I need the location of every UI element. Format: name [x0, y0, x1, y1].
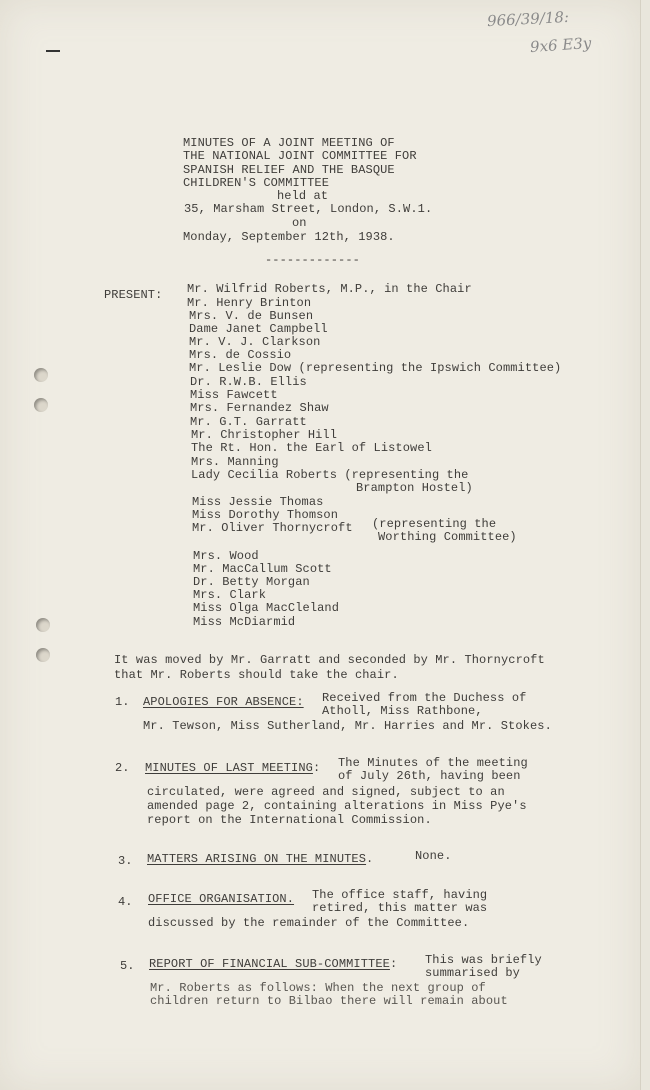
attendee: Miss Jessie Thomas: [192, 495, 324, 509]
attendee: Mrs. Manning: [191, 455, 279, 469]
item-title: APOLOGIES FOR ABSENCE:: [143, 695, 304, 709]
item-title: MINUTES OF LAST MEETING: [145, 761, 313, 775]
attendee-note: Worthing Committee): [378, 530, 517, 544]
attendee: Mrs. Fernandez Shaw: [190, 401, 329, 415]
item-title: MATTERS ARISING ON THE MINUTES: [147, 852, 367, 866]
attendee: Lady Cecilia Roberts (representing the: [191, 468, 469, 482]
motion-line: that Mr. Roberts should take the chair.: [114, 668, 399, 682]
item-text: of July 26th, having been: [338, 769, 521, 783]
margin-mark: [46, 50, 60, 52]
item-text: The Minutes of the meeting: [338, 756, 528, 770]
attendee: Mr. Wilfrid Roberts, M.P., in the Chair: [187, 282, 472, 296]
attendee: Mr. V. J. Clarkson: [189, 335, 321, 349]
attendee-note: (representing the: [372, 517, 497, 531]
on: on: [292, 216, 307, 230]
attendee: Mrs. Wood: [193, 549, 259, 563]
attendee: Mr. MacCallum Scott: [193, 562, 332, 576]
title-line: MINUTES OF A JOINT MEETING OF: [183, 136, 395, 150]
attendee-note: Brampton Hostel): [356, 481, 473, 495]
address: 35, Marsham Street, London, S.W.1.: [184, 202, 433, 216]
attendee: Mr. G.T. Garratt: [190, 415, 307, 429]
item-text: This was briefly: [425, 953, 542, 967]
item-number: 4.: [118, 895, 133, 909]
item-text: None.: [415, 849, 452, 863]
attendee: Miss Dorothy Thomson: [192, 508, 339, 522]
item-text: summarised by: [425, 966, 520, 980]
item-title: OFFICE ORGANISATION.: [148, 892, 295, 906]
meeting-date: Monday, September 12th, 1938.: [183, 230, 395, 244]
punch-hole: [34, 398, 48, 412]
item-number: 5.: [120, 959, 135, 973]
item-text: circulated, were agreed and signed, subject to an: [147, 785, 505, 799]
attendee: Dame Janet Campbell: [189, 322, 328, 336]
attendee: Miss Olga MacCleland: [193, 601, 340, 615]
item-number: 3.: [118, 854, 133, 868]
item-text: amended page 2, containing alterations in Miss Pye's: [147, 799, 527, 813]
item-text: discussed by the remainder of the Committee.: [148, 916, 470, 930]
item-text: The office staff, having: [312, 888, 488, 902]
item-title-dot: .: [366, 852, 374, 866]
attendee: Dr. R.W.B. Ellis: [190, 375, 307, 389]
item-number: 1.: [115, 695, 130, 709]
archive-reference-2: 9x6 E3y: [529, 33, 592, 57]
attendee: Mr. Christopher Hill: [191, 428, 338, 442]
attendee: Mr. Leslie Dow (representing the Ipswich Committee): [189, 361, 562, 375]
item-text: Mr. Tewson, Miss Sutherland, Mr. Harries and Mr. Stokes.: [143, 719, 552, 733]
punch-hole: [36, 618, 50, 632]
item-title-wrap: [147, 853, 373, 866]
punch-hole: [34, 368, 48, 382]
attendee: Miss McDiarmid: [193, 615, 296, 629]
held-at: held at: [277, 189, 329, 203]
title-line: CHILDREN'S COMMITTEE: [183, 176, 330, 190]
item-title: REPORT OF FINANCIAL SUB-COMMITTEE: [149, 957, 390, 971]
item-text: Received from the Duchess of: [322, 691, 527, 705]
item-text: Mr. Roberts as follows: When the next group of: [150, 981, 486, 995]
item-number: 2.: [115, 761, 130, 775]
attendee: The Rt. Hon. the Earl of Listowel: [191, 441, 432, 455]
attendee: Mrs. de Cossio: [189, 348, 292, 362]
title-line: SPANISH RELIEF AND THE BASQUE: [183, 163, 395, 177]
archive-reference: 966/39/18:: [486, 7, 570, 31]
attendee: Mr. Henry Brinton: [187, 296, 312, 310]
attendee: Mr. Oliver Thornycroft: [192, 521, 353, 535]
attendee: Mrs. V. de Bunsen: [189, 309, 314, 323]
item-title-wrap: [145, 762, 320, 775]
item-title-colon: :: [312, 761, 321, 775]
present-label: PRESENT:: [104, 288, 163, 302]
motion-line: It was moved by Mr. Garratt and seconded by Mr. Thornycroft: [114, 653, 545, 667]
attendee: Miss Fawcett: [190, 388, 278, 402]
attendee: Mrs. Clark: [193, 588, 267, 602]
item-title-colon: :: [389, 957, 398, 971]
separator: -------------: [265, 253, 360, 267]
title-line: THE NATIONAL JOINT COMMITTEE FOR: [183, 149, 417, 163]
item-text: Atholl, Miss Rathbone,: [322, 704, 483, 718]
item-text: children return to Bilbao there will remain about: [150, 994, 508, 1008]
item-text: report on the International Commission.: [147, 813, 432, 827]
item-text: retired, this matter was: [312, 901, 488, 915]
item-title-wrap: [149, 958, 397, 971]
punch-hole: [36, 648, 50, 662]
attendee: Dr. Betty Morgan: [193, 575, 310, 589]
